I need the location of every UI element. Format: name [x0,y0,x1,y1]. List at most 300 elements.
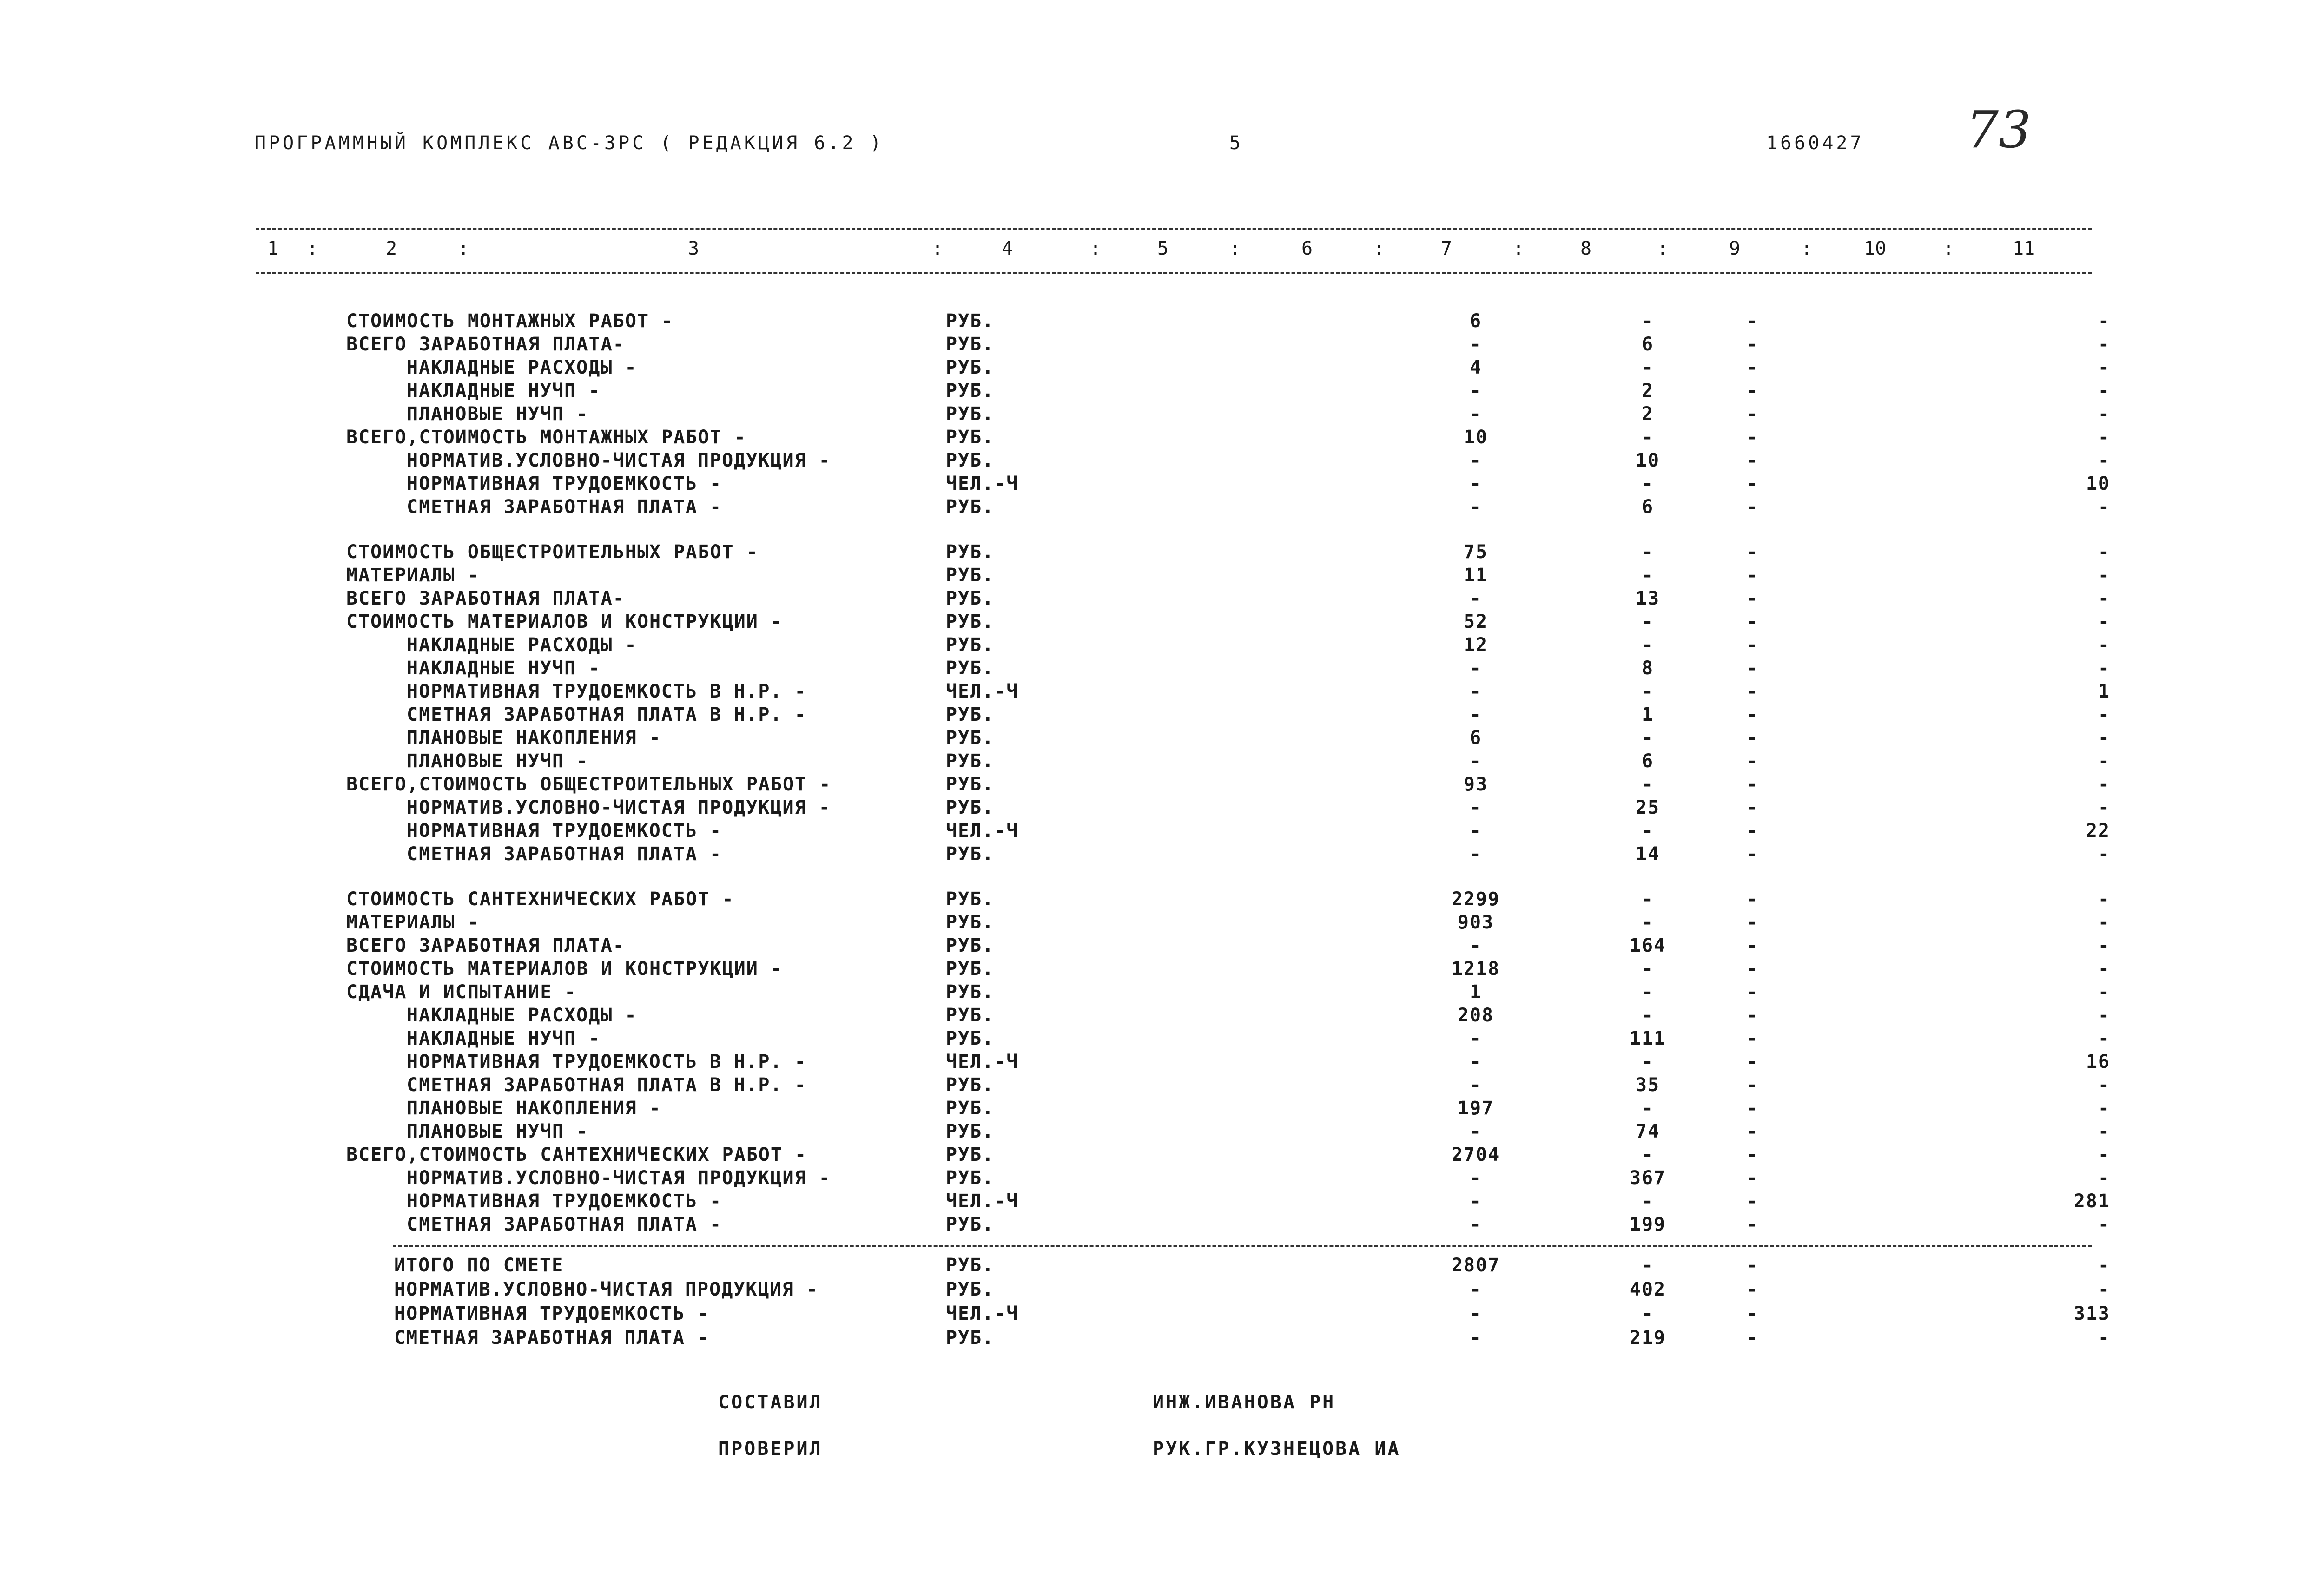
table-row [0,1144,2324,1168]
column-separator: : [1943,238,1954,259]
value-col7: 208 [1457,1005,1494,1026]
row-unit: РУБ. [946,958,995,980]
row-unit: РУБ. [946,357,995,378]
value-col11: - [2098,1279,2110,1300]
value-col9: - [1746,727,1759,749]
value-col7: - [1469,1303,1482,1324]
row-unit: РУБ. [946,1005,995,1026]
value-col8: 25 [1635,797,1660,818]
value-col11: - [2098,774,2110,795]
value-col7: 10 [1463,427,1488,448]
value-col11: - [2098,334,2110,355]
row-unit: РУБ. [946,588,995,609]
table-row [0,704,2324,728]
value-col9: - [1746,380,1759,401]
row-unit: РУБ. [946,1214,995,1235]
column-separator: : [458,238,469,259]
value-col8: 6 [1641,750,1654,772]
checked-by: РУК.ГР.КУЗНЕЦОВА ИА [1153,1438,1401,1460]
value-col8: - [1641,1051,1654,1073]
value-col11: - [2098,1074,2110,1096]
row-label: ВСЕГО ЗАРАБОТНАЯ ПЛАТА- [346,334,625,355]
row-label: СТОИМОСТЬ МАТЕРИАЛОВ И КОНСТРУКЦИИ - [346,611,783,632]
row-label: СМЕТНАЯ ЗАРАБОТНАЯ ПЛАТА - [394,1327,710,1349]
table-row [0,427,2324,451]
table-row [0,496,2324,520]
value-col7: - [1469,820,1482,842]
value-col11: - [2098,1144,2110,1165]
row-label: НОРМАТИВНАЯ ТРУДОЕМКОСТЬ - [407,1191,722,1212]
value-col11: 16 [2086,1051,2110,1073]
value-col9: - [1746,935,1759,956]
table-row [0,1327,2324,1351]
value-col8: 402 [1629,1279,1666,1300]
row-label: ВСЕГО ЗАРАБОТНАЯ ПЛАТА- [346,935,625,956]
value-col9: - [1746,310,1759,332]
value-col7: 2807 [1451,1255,1500,1276]
value-col11: - [2098,1028,2110,1049]
row-unit: РУБ. [946,658,995,679]
table-row [0,450,2324,474]
table-row [0,1191,2324,1215]
row-label: НАКЛАДНЫЕ РАСХОДЫ - [407,634,637,656]
table-row [0,310,2324,335]
value-col7: - [1469,334,1482,355]
value-col9: - [1746,1121,1759,1142]
row-unit: РУБ. [946,1098,995,1119]
row-unit: ЧЕЛ.-Ч [946,820,1019,842]
row-unit: РУБ. [946,427,995,448]
value-col7: - [1469,704,1482,725]
value-col8: - [1641,611,1654,632]
value-col11: - [2098,1167,2110,1189]
value-col11: - [2098,450,2110,471]
value-col11: - [2098,727,2110,749]
row-label: МАТЕРИАЛЫ - [346,565,480,586]
row-unit: ЧЕЛ.-Ч [946,1051,1019,1073]
value-col8: - [1641,888,1654,910]
row-unit: ЧЕЛ.-Ч [946,1303,1019,1324]
column-number: 9 [1729,238,1741,259]
value-col11: - [2098,496,2110,518]
value-col8: 13 [1635,588,1660,609]
value-col9: - [1746,403,1759,425]
row-unit: РУБ. [946,450,995,471]
row-unit: РУБ. [946,334,995,355]
row-label: СТОИМОСТЬ МОНТАЖНЫХ РАБОТ - [346,310,674,332]
value-col7: - [1469,473,1482,494]
row-label: ВСЕГО ЗАРАБОТНАЯ ПЛАТА- [346,588,625,609]
row-unit: РУБ. [946,1028,995,1049]
table-row [0,403,2324,428]
table-row [0,1005,2324,1029]
value-col11: - [2098,541,2110,563]
value-col9: - [1746,1028,1759,1049]
row-unit: РУБ. [946,727,995,749]
value-col11: - [2098,658,2110,679]
value-col9: - [1746,1098,1759,1119]
value-col7: - [1469,403,1482,425]
value-col9: - [1746,1074,1759,1096]
column-number: 1 [267,238,279,259]
value-col11: 1 [2098,681,2110,702]
row-label: НАКЛАДНЫЕ РАСХОДЫ - [407,357,637,378]
value-col11: 281 [2073,1191,2110,1212]
row-unit: РУБ. [946,1121,995,1142]
row-unit: РУБ. [946,750,995,772]
value-col9: - [1746,1167,1759,1189]
value-col8: 14 [1635,843,1660,865]
value-col8: 10 [1635,450,1660,471]
document-code: 1660427 [1766,132,1864,154]
row-unit: РУБ. [946,912,995,933]
value-col11: - [2098,1327,2110,1349]
value-col8: - [1641,1191,1654,1212]
value-col9: - [1746,496,1759,518]
row-unit: РУБ. [946,634,995,656]
value-col8: - [1641,1005,1654,1026]
table-row [0,1255,2324,1279]
value-col11: - [2098,750,2110,772]
value-col7: - [1469,935,1482,956]
value-col8: 8 [1641,658,1654,679]
value-col9: - [1746,541,1759,563]
value-col8: 74 [1635,1121,1660,1142]
value-col9: - [1746,357,1759,378]
value-col7: 6 [1469,310,1482,332]
table-row [0,1121,2324,1145]
row-label: НОРМАТИВ.УСЛОВНО-ЧИСТАЯ ПРОДУКЦИЯ - [407,797,831,818]
value-col7: - [1469,588,1482,609]
value-col11: - [2098,888,2110,910]
value-col11: - [2098,310,2110,332]
value-col11: - [2098,588,2110,609]
value-col8: - [1641,634,1654,656]
value-col11: - [2098,1255,2110,1276]
column-number: 11 [2013,238,2035,259]
value-col8: 2 [1641,403,1654,425]
value-col7: 11 [1463,565,1488,586]
value-col7: 75 [1463,541,1488,563]
table-header-rule [256,272,2092,274]
row-label: СМЕТНАЯ ЗАРАБОТНАЯ ПЛАТА В Н.Р. - [407,704,807,725]
value-col11: - [2098,958,2110,980]
table-row [0,820,2324,844]
table-row [0,1214,2324,1238]
row-unit: РУБ. [946,310,995,332]
value-col9: - [1746,681,1759,702]
table-row [0,1167,2324,1191]
value-col8: - [1641,473,1654,494]
value-col8: - [1641,541,1654,563]
value-col7: - [1469,750,1482,772]
table-row [0,797,2324,821]
value-col9: - [1746,1051,1759,1073]
value-col8: - [1641,1303,1654,1324]
compiled-label: СОСТАВИЛ [718,1392,823,1413]
value-col8: - [1641,912,1654,933]
value-col8: 1 [1641,704,1654,725]
column-separator: : [1801,238,1813,259]
row-label: НОРМАТИВ.УСЛОВНО-ЧИСТАЯ ПРОДУКЦИЯ - [407,1167,831,1189]
row-label: СМЕТНАЯ ЗАРАБОТНАЯ ПЛАТА - [407,843,722,865]
value-col11: - [2098,565,2110,586]
table-row [0,1303,2324,1327]
column-separator: : [932,238,944,259]
table-row [0,1074,2324,1099]
column-number: 6 [1301,238,1313,259]
value-col9: - [1746,611,1759,632]
table-row [0,1051,2324,1075]
value-col9: - [1746,1303,1759,1324]
value-col9: - [1746,981,1759,1003]
value-col8: 219 [1629,1327,1666,1349]
value-col9: - [1746,658,1759,679]
row-unit: РУБ. [946,797,995,818]
value-col11: - [2098,843,2110,865]
value-col8: - [1641,427,1654,448]
row-unit: РУБ. [946,888,995,910]
row-label: СТОИМОСТЬ ОБЩЕСТРОИТЕЛЬНЫХ РАБОТ - [346,541,759,563]
table-row [0,565,2324,589]
row-label: ВСЕГО,СТОИМОСТЬ МОНТАЖНЫХ РАБОТ - [346,427,746,448]
value-col11: - [2098,1214,2110,1235]
value-col8: - [1641,1255,1654,1276]
row-label: НАКЛАДНЫЕ НУЧП - [407,380,601,401]
row-unit: РУБ. [946,403,995,425]
row-label: НАКЛАДНЫЕ НУЧП - [407,658,601,679]
value-col9: - [1746,797,1759,818]
table-row [0,334,2324,358]
row-unit: РУБ. [946,565,995,586]
column-number: 7 [1441,238,1452,259]
column-separator: : [1657,238,1669,259]
value-col7: - [1469,1191,1482,1212]
column-separator: : [1513,238,1525,259]
value-col7: - [1469,1279,1482,1300]
row-label: НОРМАТИВ.УСЛОВНО-ЧИСТАЯ ПРОДУКЦИЯ - [394,1279,819,1300]
row-label: НОРМАТИВНАЯ ТРУДОЕМКОСТЬ - [407,820,722,842]
value-col7: 1218 [1451,958,1500,980]
row-label: ПЛАНОВЫЕ НУЧП - [407,1121,589,1142]
value-col7: - [1469,797,1482,818]
table-row [0,935,2324,959]
value-col11: - [2098,1098,2110,1119]
totals-rule [393,1245,2092,1247]
value-col11: - [2098,634,2110,656]
value-col9: - [1746,1191,1759,1212]
row-unit: РУБ. [946,1279,995,1300]
value-col8: - [1641,1144,1654,1165]
table-row [0,774,2324,798]
value-col9: - [1746,820,1759,842]
value-col11: - [2098,797,2110,818]
value-col8: 6 [1641,496,1654,518]
value-col7: 2299 [1451,888,1500,910]
table-row [0,958,2324,982]
row-unit: ЧЕЛ.-Ч [946,681,1019,702]
value-col7: 52 [1463,611,1488,632]
value-col7: - [1469,1167,1482,1189]
value-col7: - [1469,1327,1482,1349]
value-col8: - [1641,774,1654,795]
row-label: ПЛАНОВЫЕ НУЧП - [407,403,589,425]
row-label: СМЕТНАЯ ЗАРАБОТНАЯ ПЛАТА В Н.Р. - [407,1074,807,1096]
value-col7: - [1469,681,1482,702]
row-label: ПЛАНОВЫЕ НАКОПЛЕНИЯ - [407,1098,661,1119]
value-col8: 6 [1641,334,1654,355]
value-col9: - [1746,427,1759,448]
checked-label: ПРОВЕРИЛ [718,1438,823,1460]
row-label: НОРМАТИВНАЯ ТРУДОЕМКОСТЬ В Н.Р. - [407,681,807,702]
value-col7: - [1469,496,1482,518]
table-row [0,981,2324,1006]
value-col7: - [1469,1214,1482,1235]
row-label: СТОИМОСТЬ МАТЕРИАЛОВ И КОНСТРУКЦИИ - [346,958,783,980]
row-unit: РУБ. [946,1144,995,1165]
row-label: ПЛАНОВЫЕ НУЧП - [407,750,589,772]
value-col7: 12 [1463,634,1488,656]
value-col8: - [1641,958,1654,980]
value-col9: - [1746,1279,1759,1300]
value-col7: 197 [1457,1098,1494,1119]
value-col7: 2704 [1451,1144,1500,1165]
column-separator: : [1090,238,1102,259]
value-col9: - [1746,843,1759,865]
value-col7: - [1469,450,1482,471]
compiled-by: ИНЖ.ИВАНОВА РН [1153,1392,1336,1413]
column-separator: : [307,238,318,259]
value-col9: - [1746,334,1759,355]
row-unit: РУБ. [946,981,995,1003]
row-label: НАКЛАДНЫЕ НУЧП - [407,1028,601,1049]
value-col11: - [2098,1005,2110,1026]
value-col9: - [1746,565,1759,586]
column-number: 10 [1864,238,1887,259]
value-col11: - [2098,704,2110,725]
table-row [0,588,2324,612]
row-unit: РУБ. [946,380,995,401]
row-label: НАКЛАДНЫЕ РАСХОДЫ - [407,1005,637,1026]
column-number: 4 [1002,238,1013,259]
row-label: СМЕТНАЯ ЗАРАБОТНАЯ ПЛАТА - [407,1214,722,1235]
table-row [0,1279,2324,1303]
value-col8: - [1641,727,1654,749]
value-col7: - [1469,1051,1482,1073]
value-col7: - [1469,1121,1482,1142]
column-number: 8 [1580,238,1592,259]
value-col9: - [1746,704,1759,725]
value-col8: 164 [1629,935,1666,956]
value-col11: 313 [2073,1303,2110,1324]
value-col7: 1 [1469,981,1482,1003]
row-unit: РУБ. [946,935,995,956]
row-unit: РУБ. [946,496,995,518]
value-col7: 903 [1457,912,1494,933]
row-label: СМЕТНАЯ ЗАРАБОТНАЯ ПЛАТА - [407,496,722,518]
value-col9: - [1746,1144,1759,1165]
row-unit: РУБ. [946,774,995,795]
row-unit: ЧЕЛ.-Ч [946,1191,1019,1212]
value-col9: - [1746,634,1759,656]
value-col8: 367 [1629,1167,1666,1189]
value-col7: 93 [1463,774,1488,795]
row-label: ВСЕГО,СТОИМОСТЬ ОБЩЕСТРОИТЕЛЬНЫХ РАБОТ - [346,774,832,795]
value-col11: - [2098,1121,2110,1142]
value-col9: - [1746,774,1759,795]
value-col9: - [1746,450,1759,471]
table-row [0,750,2324,775]
value-col9: - [1746,958,1759,980]
row-unit: РУБ. [946,611,995,632]
value-col7: - [1469,380,1482,401]
value-col8: - [1641,820,1654,842]
column-number: 5 [1157,238,1169,259]
value-col9: - [1746,1255,1759,1276]
value-col11: - [2098,611,2110,632]
row-unit: РУБ. [946,704,995,725]
row-unit: РУБ. [946,1074,995,1096]
value-col11: 22 [2086,820,2110,842]
table-row [0,611,2324,635]
table-row [0,1028,2324,1052]
column-separator: : [1229,238,1241,259]
table-row [0,473,2324,497]
row-label: ВСЕГО,СТОИМОСТЬ САНТЕХНИЧЕСКИХ РАБОТ - [346,1144,807,1165]
column-number: 3 [688,238,700,259]
value-col9: - [1746,1005,1759,1026]
row-label: СДАЧА И ИСПЫТАНИЕ - [346,981,577,1003]
value-col11: - [2098,427,2110,448]
value-col9: - [1746,912,1759,933]
value-col9: - [1746,750,1759,772]
column-separator: : [1373,238,1385,259]
value-col7: - [1469,658,1482,679]
value-col9: - [1746,588,1759,609]
value-col11: - [2098,981,2110,1003]
table-row [0,357,2324,381]
value-col9: - [1746,473,1759,494]
value-col7: 4 [1469,357,1482,378]
value-col8: 199 [1629,1214,1666,1235]
row-label: НОРМАТИВ.УСЛОВНО-ЧИСТАЯ ПРОДУКЦИЯ - [407,450,831,471]
value-col7: - [1469,1028,1482,1049]
value-col8: 2 [1641,380,1654,401]
row-unit: ЧЕЛ.-Ч [946,473,1019,494]
table-row [0,681,2324,705]
row-unit: РУБ. [946,541,995,563]
value-col8: - [1641,1098,1654,1119]
value-col11: - [2098,380,2110,401]
table-row [0,888,2324,913]
row-label: НОРМАТИВНАЯ ТРУДОЕМКОСТЬ - [394,1303,710,1324]
value-col9: - [1746,1327,1759,1349]
value-col8: - [1641,681,1654,702]
value-col11: - [2098,912,2110,933]
row-unit: РУБ. [946,1327,995,1349]
value-col8: - [1641,981,1654,1003]
column-number: 2 [386,238,397,259]
table-row [0,541,2324,566]
value-col8: - [1641,565,1654,586]
handwritten-sheet-number: 73 [1966,100,2031,159]
row-label: ИТОГО ПО СМЕТЕ [394,1255,564,1276]
row-label: СТОИМОСТЬ САНТЕХНИЧЕСКИХ РАБОТ - [346,888,734,910]
value-col11: 10 [2086,473,2110,494]
value-col7: - [1469,1074,1482,1096]
row-label: МАТЕРИАЛЫ - [346,912,480,933]
table-top-rule [256,228,2092,230]
